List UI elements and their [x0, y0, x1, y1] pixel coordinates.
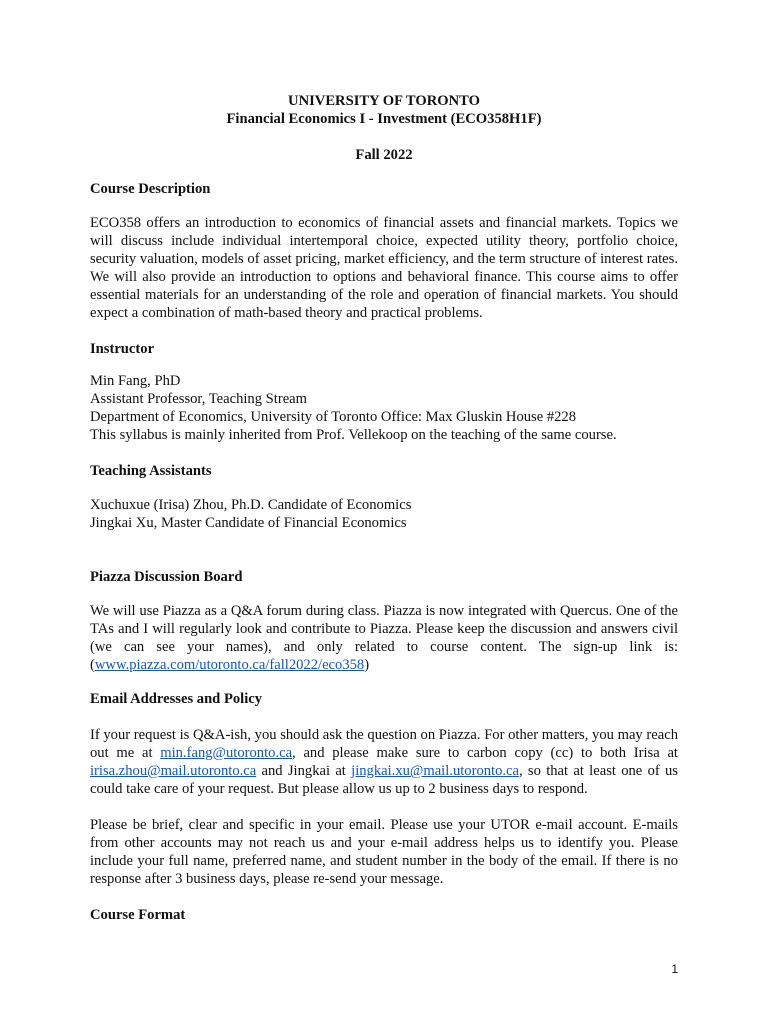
- ta-irisa: Xuchuxue (Irisa) Zhou, Ph.D. Candidate of Economics: [90, 497, 412, 513]
- syllabus-page: [90, 92, 678, 924]
- instructor-name: Min Fang, PhD: [90, 373, 181, 389]
- email-text-a: If your request is Q&A-ish, you should ask the question on Piazza. For other matters, you may reach out me at: [90, 727, 678, 761]
- email-policy-heading: Email Addresses and Policy: [90, 691, 263, 707]
- email-text-c: and Jingkai at: [256, 763, 352, 779]
- university-title: UNIVERSITY OF TORONTO: [288, 93, 480, 109]
- piazza-link[interactable]: www.piazza.com/utoronto.ca/fall2022/eco358: [94, 657, 365, 673]
- term: Fall 2022: [355, 147, 413, 163]
- email-policy-paragraph-2: Please be brief, clear and specific in your email. Please use your UTOR e-mail account. E-mails from other accounts may not reach us and your e-mail address helps us to identify you. Please include your full name, preferred name, and student number in the body of the email. If there is no response after 3 business days, please re-send your message.: [90, 817, 678, 887]
- instructor-heading: Instructor: [90, 341, 155, 357]
- course-title: Financial Economics I - Investment (ECO358H1F): [226, 111, 542, 127]
- course-description-text: ECO358 offers an introduction to economics of financial assets and financial markets. Topics we will discuss include individual intertemporal choice, expected utility theory, portfolio choice, security valuation, models of asset pricing, market efficiency, and the term structure of interest rates. We will also provide an introduction to options and behavioral finance. This course aims to offer essential materials for an understanding of the role and operation of financial markets. You should expect a combination of math-based theory and practical problems.: [90, 215, 678, 321]
- teaching-assistants-heading: Teaching Assistants: [90, 463, 212, 479]
- piazza-heading: Piazza Discussion Board: [90, 569, 243, 585]
- course-format-heading: Course Format: [90, 907, 186, 923]
- ta-jingkai: Jingkai Xu, Master Candidate of Financial Economics: [90, 515, 407, 531]
- email-policy-paragraph-1: [90, 726, 678, 798]
- instructor-note: This syllabus is mainly inherited from Prof. Vellekoop on the teaching of the same course.: [90, 427, 617, 443]
- instructor-office: Department of Economics, University of Toronto Office: Max Gluskin House #228: [90, 409, 577, 425]
- piazza-close: ): [364, 657, 370, 673]
- email-link-min[interactable]: min.fang@utoronto.ca: [160, 745, 293, 761]
- email-text-d: , so that at least one of us could take care of your request. But please allow us up to 2 business days to respond.: [90, 763, 678, 797]
- piazza-text: [90, 602, 678, 674]
- instructor-title: Assistant Professor, Teaching Stream: [90, 391, 307, 407]
- email-text-b: , and please make sure to carbon copy (cc) to both Irisa at: [292, 745, 678, 761]
- course-description-heading: Course Description: [90, 181, 211, 197]
- page-number: 1: [671, 962, 678, 976]
- email-link-irisa[interactable]: irisa.zhou@mail.utoronto.ca: [90, 763, 257, 779]
- piazza-body: We will use Piazza as a Q&A forum during class. Piazza is now integrated with Quercus. One of the TAs and I will regularly look and contribute to Piazza. Please keep the discussion and answers civil (we can see your names), and only related to course content. The sign-up link is: (: [90, 603, 678, 673]
- email-link-jingkai[interactable]: jingkai.xu@mail.utoronto.ca: [351, 763, 519, 779]
